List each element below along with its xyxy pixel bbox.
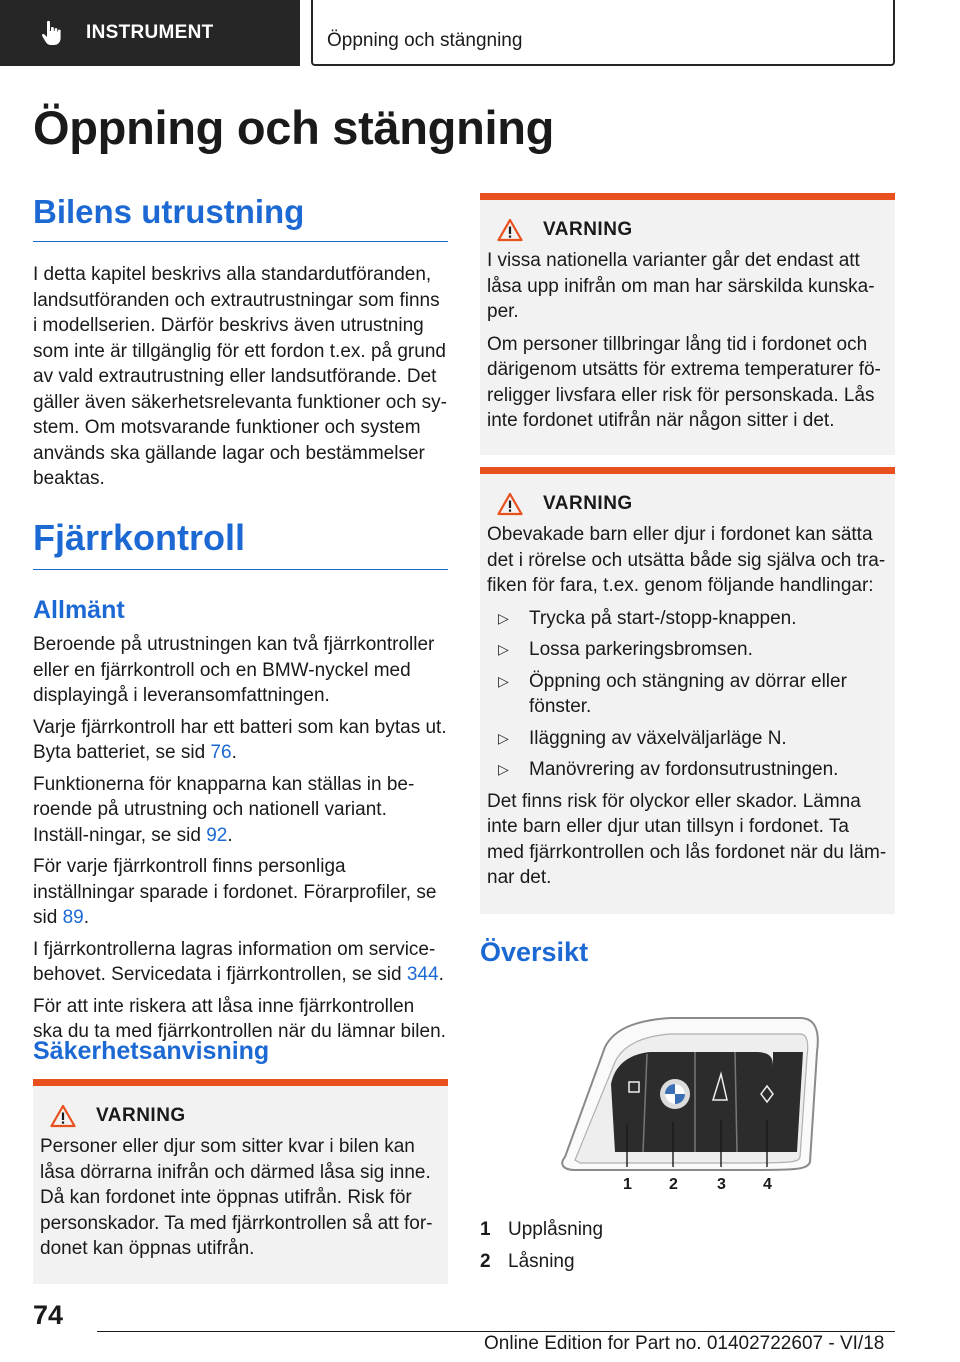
page-title: Öppning och stängning: [33, 101, 555, 154]
page-header: [0, 0, 960, 66]
warning-text: Personer eller djur som sitter kvar i bilen kan låsa dörrarna inifrån och därmed låsa sig inne. Då kan fordonet inte öppnas utifrån. Risk för personskador. Ta med fjärrkontrollen så att for-donet kan öppnas utifrån.: [40, 1136, 433, 1259]
bilens-section: [33, 193, 448, 492]
legend-num: 2: [480, 1251, 491, 1272]
fjarr-p5: I fjärrkontrollerna lagras information om service-behovet. Servicedata i fjärrkontrollen, se sid 344.: [33, 938, 444, 985]
warning-title: VARNING: [543, 493, 633, 514]
legend-list: [480, 1214, 780, 1278]
fjarr-section: [33, 517, 448, 1045]
warning-triangle-icon: [50, 1104, 76, 1128]
triangle-bullet-icon: ▷: [498, 641, 509, 657]
list-item: ▷ Öppning och stängning av dörrar eller fönster.: [498, 670, 847, 717]
warning-box-unlock: [480, 193, 895, 455]
warning-text-1: I vissa nationella varianter går det endast att låsa upp inifrån om man har särskilda kunska-per.: [487, 250, 875, 322]
footer-edition: Online Edition for Part no. 01402722607 - VI/18: [484, 1333, 885, 1354]
warning-title-row: [50, 1104, 440, 1128]
triangle-bullet-icon: ▷: [498, 729, 509, 746]
callout-4: 4: [763, 1176, 772, 1192]
legend-item: [480, 1214, 780, 1246]
legend-label: Låsning: [508, 1251, 575, 1272]
chapter-label: INSTRUMENT: [86, 22, 214, 43]
fjarr-p1: Beroende på utrustningen kan två fjärrkontroller eller en fjärrkontroll och en BMW-nyckel med displayingå i leveransomfattningen.: [33, 634, 435, 706]
callout-1: 1: [623, 1176, 632, 1192]
warning-triangle-icon: [497, 218, 523, 242]
bilens-text: I detta kapitel beskrivs alla standardutföranden, landsutföranden och extrautrustningar som finns i modellserien. Därför beskrivs även utrustning som inte är tillgänglig för ett fordon t.ex. på grund av vald extrautrustning eller landsutförande. Det gäller även säkerhetsrelevanta funktioner och sy-stem. Om motsvarande funktioner och system används ska gällande lagar och bestämmelser beaktas.: [33, 264, 448, 489]
triangle-bullet-icon: ▷: [498, 761, 509, 777]
page-link-344[interactable]: 344: [406, 964, 439, 985]
oversikt-section: [480, 937, 895, 968]
warning-box-lock-inside: [33, 1079, 448, 1284]
fjarr-heading: Fjärrkontroll: [33, 517, 448, 570]
list-item: ▷ Manövrering av fordonsutrustningen.: [487, 757, 887, 783]
warning-list: [487, 606, 887, 783]
footer-divider: [97, 1331, 895, 1332]
section-box: [311, 0, 895, 66]
allmant-heading: Allmänt: [33, 596, 125, 624]
key-fob-illustration: [545, 1012, 825, 1192]
warning-box-children: [480, 467, 895, 914]
list-item: ▷ Lossa parkeringsbromsen.: [487, 637, 887, 663]
warning-text-2: Om personer tillbringar lång tid i fordonet och därigenom utsätts för extrema temperaturer fö-religger livsfara eller risk för personskada. Lås inte fordonet utifrån när någon sitter i det.: [487, 333, 881, 431]
warning-title: VARNING: [96, 1105, 186, 1126]
fjarr-p2: Varje fjärrkontroll har ett batteri som kan bytas ut. Byta batteriet, se sid 76.: [33, 716, 447, 763]
warning-title-row: [497, 218, 887, 242]
fjarr-p3: Funktionerna för knapparna kan ställas in be-roende på utrustning och nationell variant. Inställ-ningar, se sid 92.: [33, 773, 415, 846]
sakerhet-heading: Säkerhetsanvisning: [33, 1037, 270, 1065]
callout-2: 2: [669, 1176, 678, 1192]
section-label: Öppning och stängning: [327, 30, 523, 51]
hand-pointer-icon: [38, 19, 66, 47]
triangle-bullet-icon: ▷: [498, 672, 509, 689]
warning-outro: Det finns risk för olyckor eller skador. Lämna inte barn eller djur utan tillsyn i fordonet. Ta med fjärrkontrollen och lås fordonet när du läm-nar det.: [487, 790, 887, 888]
triangle-bullet-icon: ▷: [498, 609, 509, 626]
page-link-89[interactable]: 89: [62, 907, 84, 928]
callout-3: 3: [717, 1176, 726, 1192]
warning-triangle-icon: [497, 492, 523, 516]
list-item: ▷ Iläggning av växelväljarläge N.: [487, 726, 887, 752]
legend-item: [480, 1246, 780, 1278]
sakerhet-section: [33, 1037, 448, 1066]
legend-label: Upplåsning: [508, 1219, 604, 1240]
warning-intro: Obevakade barn eller djur i fordonet kan sätta det i rörelse och utsätta både sig själva och tra-fiken för fara, t.ex. genom följande handlingar:: [487, 524, 886, 596]
page-number: 74: [33, 1300, 64, 1330]
legend-num: 1: [480, 1219, 491, 1240]
page-link-92[interactable]: 92: [206, 824, 228, 846]
list-item: ▷ Trycka på start-/stopp-knappen.: [487, 606, 887, 632]
warning-title: VARNING: [543, 219, 633, 240]
oversikt-heading: Översikt: [480, 937, 589, 967]
chapter-tab: [0, 0, 300, 66]
fjarr-p4: För varje fjärrkontroll finns personliga inställningar sparade i fordonet. Förarprofiler, se sid 89.: [33, 856, 437, 928]
warning-title-row: [497, 492, 887, 516]
bilens-heading: Bilens utrustning: [33, 193, 448, 242]
page-link-76[interactable]: 76: [210, 742, 232, 763]
fjarr-p6: För att inte riskera att låsa inne fjärrkontrollen ska du ta med fjärrkontrollen när du lämnar bilen.: [33, 995, 446, 1042]
